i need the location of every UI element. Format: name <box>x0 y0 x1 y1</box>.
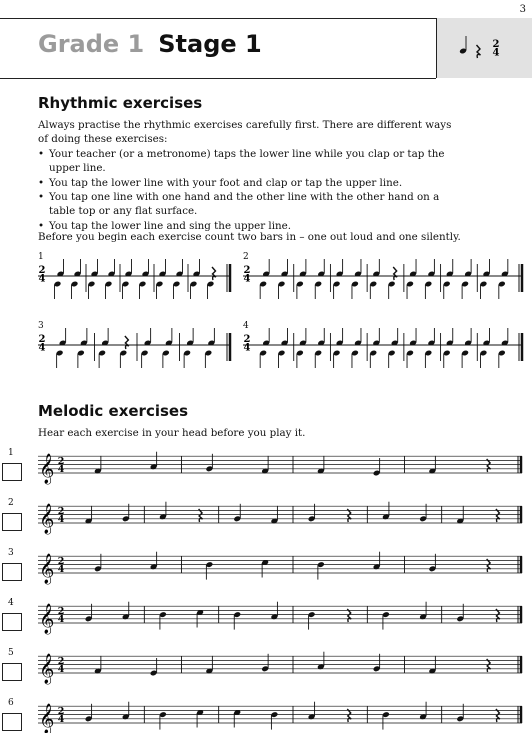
crotchet-rest <box>496 609 500 622</box>
rhythm-exercise-number: 2 <box>243 252 249 262</box>
crotchet-rest <box>487 659 491 672</box>
time-signature-top: 2 <box>57 656 65 667</box>
time-signature-top: 2 <box>243 334 251 345</box>
time-signature-bottom: 4 <box>57 564 65 576</box>
time-signature-bottom: 4 <box>38 273 46 285</box>
grade-label: Grade 1 <box>38 30 145 58</box>
treble-clef: 𝄞 <box>39 704 55 733</box>
melodic-exercise-number: 6 <box>8 698 14 708</box>
stage-label: Stage 1 <box>158 30 262 58</box>
crotchet-rest <box>347 609 351 622</box>
treble-clef: 𝄞 <box>39 604 55 634</box>
treble-clef: 𝄞 <box>39 654 55 684</box>
treble-clef: 𝄞 <box>39 554 55 584</box>
time-signature-top: 2 <box>38 265 46 276</box>
method-item: • You tap the lower line and sing the upper line. <box>38 219 458 233</box>
crotchet-rest <box>393 267 397 280</box>
rhythm-exercise-number: 3 <box>38 321 44 331</box>
treble-clef: 𝄞 <box>39 454 55 484</box>
time-signature-bottom: 4 <box>243 342 251 354</box>
time-signature-bottom: 4 <box>57 464 65 476</box>
crotchet-rest <box>496 709 500 722</box>
count-in-text: Before you begin each exercise count two bars in – one out loud and one silently. <box>38 231 461 243</box>
melodic-exercise-number: 1 <box>8 448 14 458</box>
method-item: • Your teacher (or a metronome) taps the lower line while you clap or tap the upper line. <box>38 147 458 176</box>
method-item: • You tap the lower line with your foot and clap or tap the upper line. <box>38 176 458 190</box>
melodic-exercise-number: 5 <box>8 648 14 658</box>
time-signature-top: 2 <box>57 506 65 517</box>
time-signature-bottom: 4 <box>57 664 65 676</box>
time-signature-top: 2 <box>57 706 65 717</box>
intro-text: Always practise the rhythmic exercises carefully first. There are different ways of doing these exercises: <box>38 119 452 146</box>
crotchet-rest <box>212 267 216 280</box>
time-signature-top: 2 <box>57 556 65 567</box>
rhythm-exercise-number: 4 <box>243 321 249 331</box>
time-signature-bottom: 4 <box>492 47 500 59</box>
time-signature-top: 2 <box>57 606 65 617</box>
time-signature-top: 2 <box>243 265 251 276</box>
crotchet-rest <box>487 559 491 572</box>
time-signature-bottom: 4 <box>57 514 65 526</box>
crotchet-rest <box>347 509 351 522</box>
melodic-exercise-number: 4 <box>8 598 14 608</box>
crotchet-rest <box>199 509 203 522</box>
time-signature-top: 2 <box>57 456 65 467</box>
crotchet-rest <box>347 709 351 722</box>
melodic-exercise-number: 2 <box>8 498 14 508</box>
crotchet-rest <box>487 459 491 472</box>
page-number: 3 <box>519 4 526 15</box>
melodic-heading: Melodic exercises <box>38 402 189 420</box>
time-signature-top: 2 <box>38 334 46 345</box>
time-signature-bottom: 4 <box>57 714 65 726</box>
crotchet-rest <box>477 45 481 58</box>
rhythmic-heading: Rhythmic exercises <box>38 94 203 112</box>
time-signature-top: 2 <box>492 39 500 50</box>
crotchet-rest <box>125 336 129 349</box>
time-signature-bottom: 4 <box>38 342 46 354</box>
time-signature-bottom: 4 <box>57 614 65 626</box>
melodic-instruction: Hear each exercise in your head before you play it. <box>38 427 306 439</box>
rhythm-exercise-number: 1 <box>38 252 44 262</box>
time-signature-bottom: 4 <box>243 273 251 285</box>
method-item: • You tap one line with one hand and the other line with the other hand on a table top or any flat surface. <box>38 190 458 219</box>
melodic-exercise-number: 3 <box>8 548 14 558</box>
treble-clef: 𝄞 <box>39 504 55 534</box>
crotchet-rest <box>496 509 500 522</box>
